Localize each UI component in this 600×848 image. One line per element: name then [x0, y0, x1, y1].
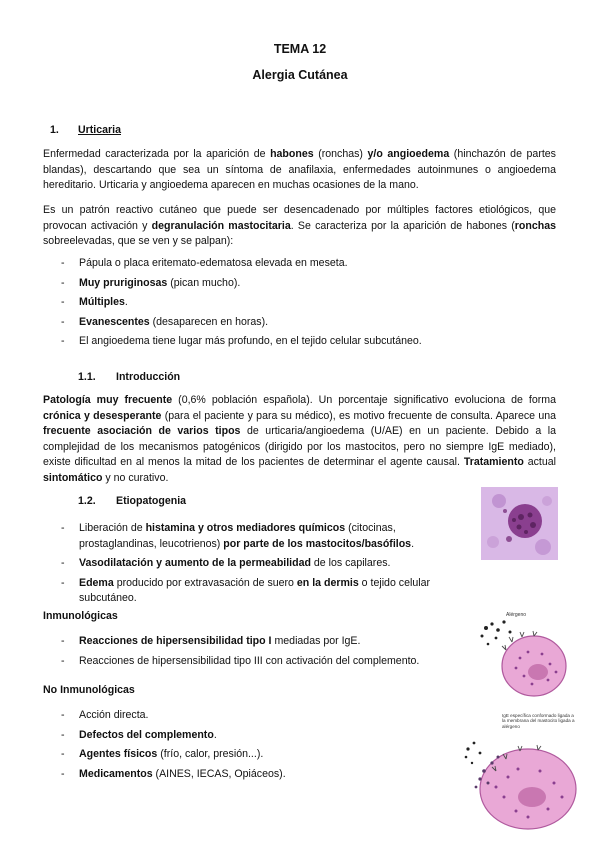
text-run: Reacciones de hipersensibilidad tipo III con activación del complemento.	[79, 654, 420, 667]
inmunologicas-list	[43, 634, 475, 673]
heading-inmunologicas: Inmunológicas	[43, 610, 118, 622]
text-run: y no curativo.	[102, 471, 169, 484]
bold-text: sintomático	[43, 471, 103, 484]
section-heading-etiopatogenia	[78, 494, 186, 510]
text-run: El angioedema tiene lugar más profundo, en el tejido celular subcutáneo.	[79, 335, 422, 348]
list-item	[43, 276, 556, 292]
text-run: Liberación de	[79, 522, 146, 534]
list-item	[43, 315, 556, 331]
text-run: (pican mucho).	[167, 276, 241, 289]
section-heading-introduccion	[78, 370, 180, 386]
text-run: Es un patrón reactivo cutáneo que puede ser desencadenado por múltiples factores etiológicos, que provocan activación y	[43, 204, 556, 232]
allergen-particles	[465, 742, 482, 765]
list-item	[43, 556, 475, 572]
text-run: Enfermedad caracterizada por la aparición de	[43, 148, 271, 160]
text-run: .	[411, 537, 415, 550]
list-item	[43, 295, 556, 311]
text-run: o tejido celular subcutáneo.	[79, 576, 430, 605]
bold-text: Patología muy frecuente	[43, 394, 173, 406]
section-number: 1.	[50, 124, 59, 136]
bold-text: Reacciones de hipersensibilidad tipo I	[79, 635, 272, 647]
paragraph-introduccion	[43, 393, 556, 487]
bold-text: por parte de los mastocitos/basófilos	[223, 537, 412, 550]
text-run: sobreelevadas, que se ven y se palpan):	[43, 235, 234, 248]
bold-text: Defectos del complemento	[79, 728, 214, 741]
bold-text: Edema	[79, 576, 114, 589]
bold-text: frecuente asociación de varios tipos	[43, 425, 241, 438]
list-item	[43, 634, 475, 650]
bold-text: Muy pruriginosas	[79, 276, 168, 289]
bold-text: histamina y otros mediadores químicos	[145, 522, 346, 534]
ige-label: IgE específica conformado ligada a la membrana del mastocito ligada a alérgeno	[502, 713, 575, 729]
text-run: Acción directa.	[79, 709, 149, 721]
section-heading-urticaria	[50, 123, 121, 139]
text-run: de urticaria/angioedema (U/AE) en un paciente. Debido a la complejidad de los mecanismos patogénicos (dirigido por los mastocitos, pero no siempre IgE mediado), existe dificultad en al menos la mitad de los pacientes de determinar el agente causal.	[43, 425, 556, 469]
no-inmunologicas-list	[43, 708, 463, 786]
bold-text: en la dermis	[296, 576, 359, 589]
text-run: (frío, calor, presión...).	[157, 748, 264, 761]
bold-text: habones	[270, 148, 314, 160]
text-run: mediadas por IgE.	[271, 635, 361, 647]
bold-text: Medicamentos	[79, 767, 153, 780]
list-item	[43, 654, 475, 670]
section-number: 1.2.	[78, 495, 96, 507]
list-item	[43, 334, 556, 350]
text-run: (hinchazón de partes blandas), descartando que sea un síntoma de anafilaxia, enfermedades autoinmunes o angioedema hereditario. Urticaria y angioedema aparecen en muchas ocasiones de la mano.	[43, 148, 556, 192]
text-run: (0,6% población española). Un porcentaje significativo evoluciona de forma	[172, 394, 556, 406]
page-title: TEMA 12	[273, 42, 327, 56]
list-item	[43, 521, 475, 552]
list-item	[43, 256, 556, 272]
list-item	[43, 728, 463, 744]
bold-text: Múltiples	[79, 296, 125, 309]
text-run: de los capilares.	[310, 557, 391, 570]
mast-cell-micrograph	[481, 487, 558, 560]
allergen-label: Alérgeno	[506, 612, 527, 618]
bold-text: Vasodilatación y aumento de la permeabilidad	[79, 557, 311, 570]
text-run: (citocinas, prostaglandinas, leucotrienos)	[79, 522, 396, 550]
text-run: Pápula o placa eritemato-edematosa elevada en meseta.	[79, 257, 348, 269]
section-title: Urticaria	[78, 124, 121, 136]
section-title: Introducción	[116, 371, 181, 383]
bold-text: Evanescentes	[79, 315, 150, 328]
text-run: (AINES, IECAS, Opiáceos).	[152, 767, 286, 780]
paragraph-pattern	[43, 203, 556, 250]
bold-text: Tratamiento	[463, 456, 524, 469]
text-run: actual	[523, 456, 556, 469]
text-run: (para el paciente y para su médico), es motivo frecuente de consulta. Aparece una	[161, 409, 556, 422]
bold-text: ronchas	[514, 219, 556, 232]
text-run: (desaparecen en horas).	[149, 315, 269, 328]
allergen-particles	[481, 620, 512, 645]
bold-text: Agentes físicos	[79, 748, 158, 761]
heading-no-inmunologicas: No Inmunológicas	[43, 684, 135, 696]
bold-text: y/o angioedema	[367, 148, 450, 160]
text-run: .	[124, 296, 128, 309]
section-title: Etiopatogenia	[116, 495, 187, 507]
text-run: (ronchas)	[313, 148, 368, 160]
paragraph-definition	[43, 147, 556, 194]
text-run: .	[213, 728, 217, 741]
page-subtitle: Alergia Cutánea	[252, 68, 348, 82]
list-item	[43, 576, 475, 607]
urticaria-features-list	[43, 256, 556, 354]
list-item	[43, 747, 463, 763]
mast-cell-degranulation-figure	[458, 713, 580, 831]
bold-text: degranulación mastocitaria	[151, 219, 291, 232]
section-number: 1.1.	[78, 371, 96, 383]
bold-text: crónica y desesperante	[43, 409, 162, 422]
list-item	[43, 708, 463, 724]
text-run: producido por extravasación de suero	[113, 576, 297, 589]
mast-cell-allergen-figure	[472, 606, 567, 698]
list-item	[43, 767, 463, 783]
etiopatogenia-list	[43, 521, 475, 611]
text-run: . Se caracteriza por la aparición de habones (	[290, 219, 515, 232]
